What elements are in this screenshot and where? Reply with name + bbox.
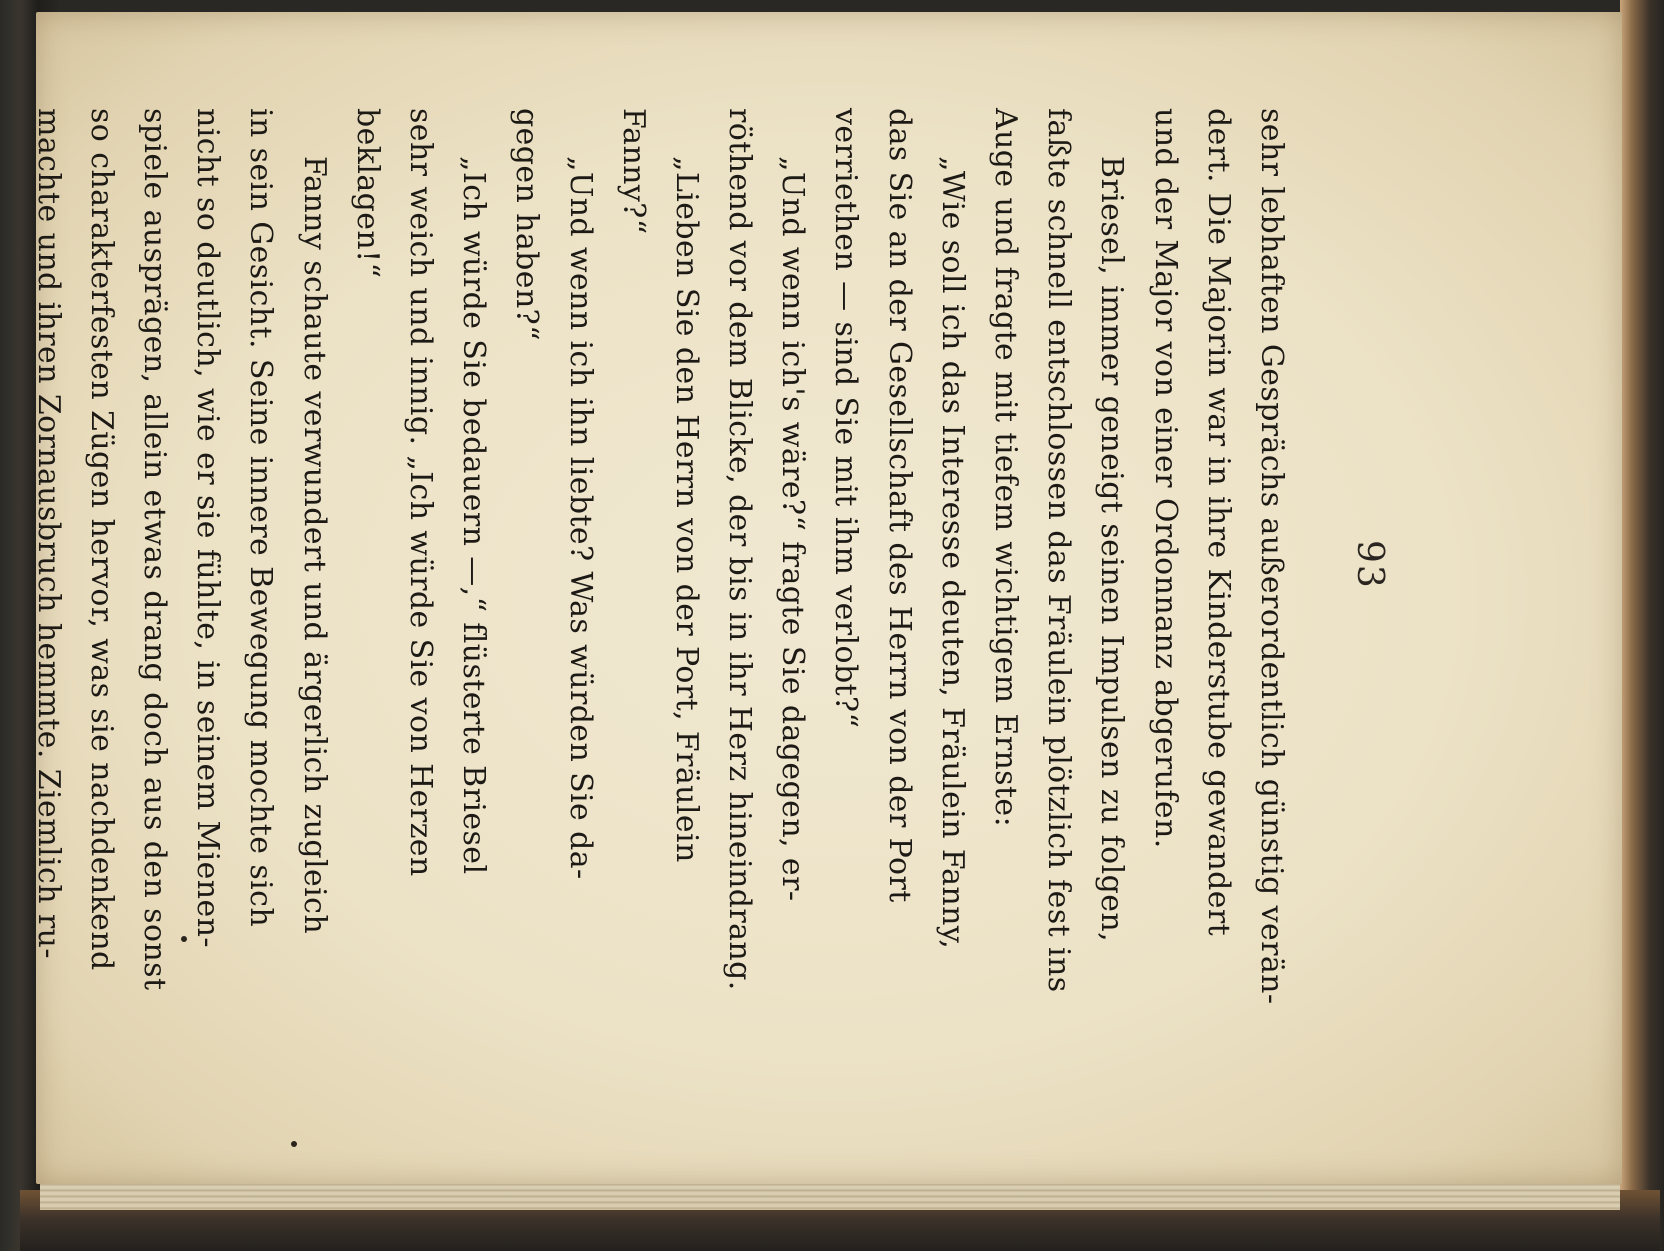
text-line: so charakterfesten Zügen hervor, was sie nachdenkend (83, 108, 119, 971)
text-line: „Ich würde Sie bedauern —,“ flüsterte Briesel (456, 156, 492, 875)
book-spine-edge (1620, 0, 1664, 1251)
text-line: Fanny schaute verwundert und ärgerlich zugleich (296, 156, 332, 935)
text-line: Briesel, immer geneigt seinen Impulsen zu folgen, (1094, 156, 1130, 943)
text-line: in sein Gesicht. Seine innere Bewegung mochte sich (243, 108, 279, 928)
text-line: gegen haben?“ (509, 108, 545, 341)
page-text (30, 108, 1298, 1118)
text-line: röthend vor dem Blicke, der bis in ihr Herz hineindrang. (722, 108, 758, 991)
text-line: spiele ausprägen, allein etwas drang doch aus den sonst (137, 108, 173, 991)
ink-speck (181, 936, 187, 942)
text-line: dert. Die Majorin war in ihre Kinderstube gewandert (1200, 108, 1236, 937)
text-line: verriethen — sind Sie mit ihm verlobt?“ (828, 108, 864, 729)
text-line: „Und wenn ich's wäre?“ fragte Sie dagegen, er- (775, 156, 811, 902)
ink-speck (291, 1141, 297, 1147)
text-line: Fanny?“ (615, 108, 651, 235)
page-stack-edge (40, 1180, 1620, 1210)
text-line: beklagen!“ (349, 108, 385, 279)
text-line: und der Major von einer Ordonnanz abgerufen. (1147, 108, 1183, 849)
text-line: faßte schnell entschlossen das Fräulein plötzlich fest ins (1041, 108, 1077, 993)
text-line: machte und ihren Zornausbruch hemmte. Ziemlich ru- (30, 108, 66, 959)
text-line: sehr lebhaften Gesprächs außerordentlich günstig verän- (1254, 108, 1289, 1005)
text-line: nicht so deutlich, wie er sie fühlte, in seinem Mienen- (190, 108, 226, 948)
text-line: Auge und fragte mit tiefem wichtigem Ernste: (988, 108, 1024, 828)
text-line: „Wie soll ich das Interesse deuten, Fräulein Fanny, (934, 156, 970, 950)
text-line: das Sie an der Gesellschaft des Herrn von der Port (881, 108, 917, 903)
text-line: „Lieben Sie den Herrn von der Port, Fräulein (668, 156, 704, 863)
text-line: sehr weich und innig. „Ich würde Sie von Herzen (403, 108, 438, 877)
page-number: 93 (1349, 540, 1390, 590)
text-line: „Und wenn ich ihn liebte? Was würden Sie da- (562, 156, 598, 880)
